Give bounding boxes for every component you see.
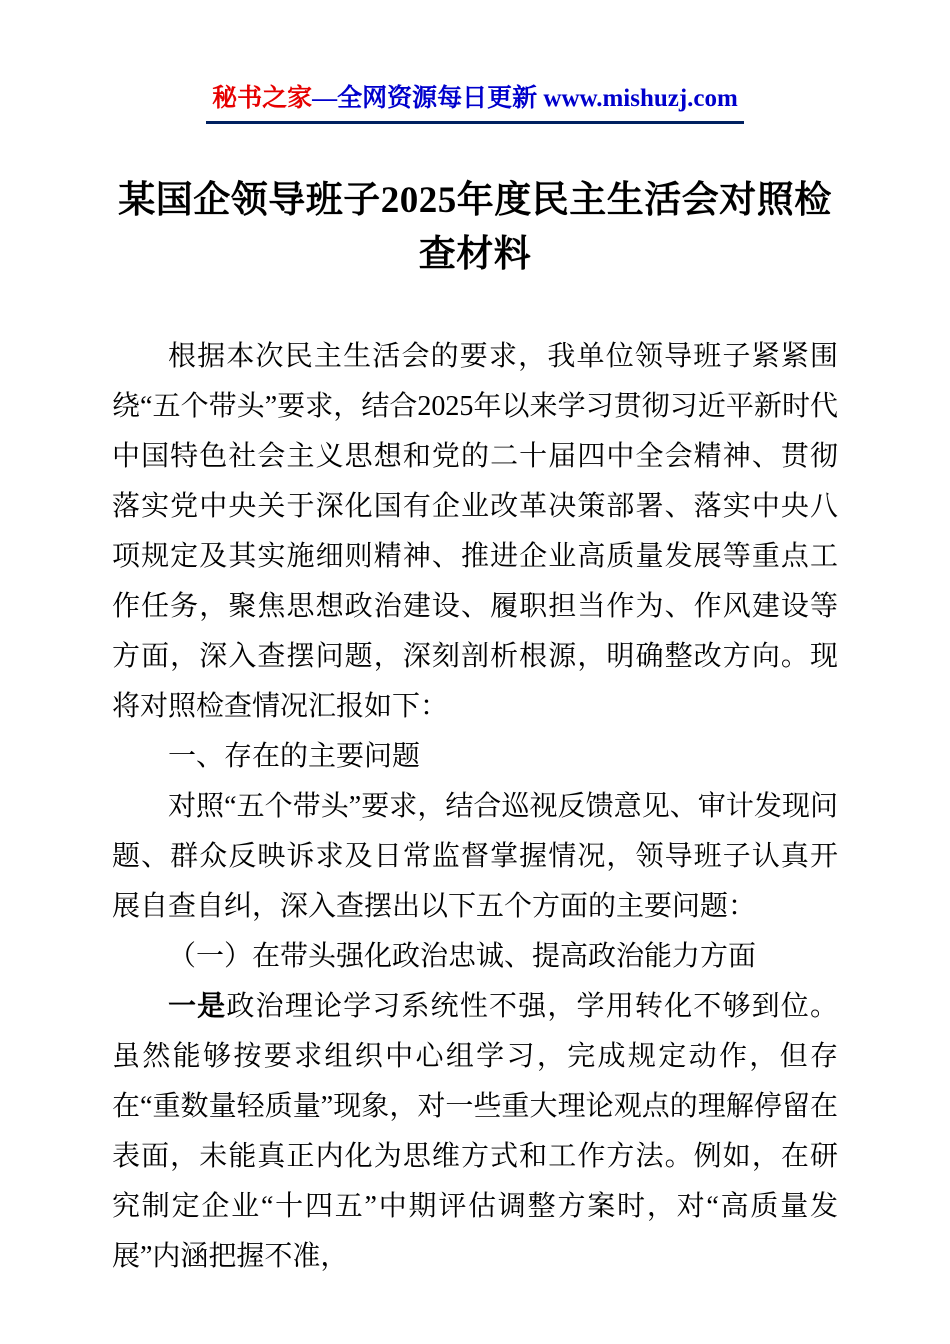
site-url-link[interactable]: www.mishuzj.com (543, 85, 738, 112)
section-heading-1: 一、存在的主要问题 (168, 741, 421, 772)
subsection-heading-1: （一）在带头强化政治忠诚、提高政治能力方面 (168, 941, 757, 972)
document-body (112, 332, 838, 1282)
issue-paragraph-1-text: 政治理论学习系统性不强，学用转化不够到位。虽然能够按要求组织中心组学习，完成规定动作，但存在“重数量轻质量”现象，对一些重大理论观点的理解停留在表面，未能真正内化为思维方式和工作方法。例如，在研究制定企业“十四五”中期评估调整方案时，对“高质量发展”内涵把握不准， (112, 991, 838, 1272)
site-tagline: —全网资源每日更新 (312, 85, 544, 112)
document-title: 某国企领导班子2025年度民主生活会对照检查材料 (118, 180, 832, 275)
site-header-text (206, 78, 744, 124)
issue-paragraph-1-lead: 一是 (168, 991, 227, 1022)
intro-paragraph: 根据本次民主生活会的要求，我单位领导班子紧紧围绕“五个带头”要求，结合2025年以来学习贯彻习近平新时代中国特色社会主义思想和党的二十届四中全会精神、贯彻落实党中央关于深化国有企业改革决策部署、落实中央八项规定及其实施细则精神、推进企业高质量发展等重点工作任务，聚焦思想政治建设、履职担当作为、作风建设等方面，深入查摆问题，深刻剖析根源，明确整改方向。现将对照检查情况汇报如下： (112, 341, 838, 722)
issue-paragraph-1 (112, 982, 838, 1282)
site-name: 秘书之家 (212, 85, 313, 112)
site-header (112, 78, 838, 124)
overview-paragraph: 对照“五个带头”要求，结合巡视反馈意见、审计发现问题、群众反映诉求及日常监督掌握情况，领导班子认真开展自查自纠，深入查摆出以下五个方面的主要问题： (112, 791, 838, 922)
